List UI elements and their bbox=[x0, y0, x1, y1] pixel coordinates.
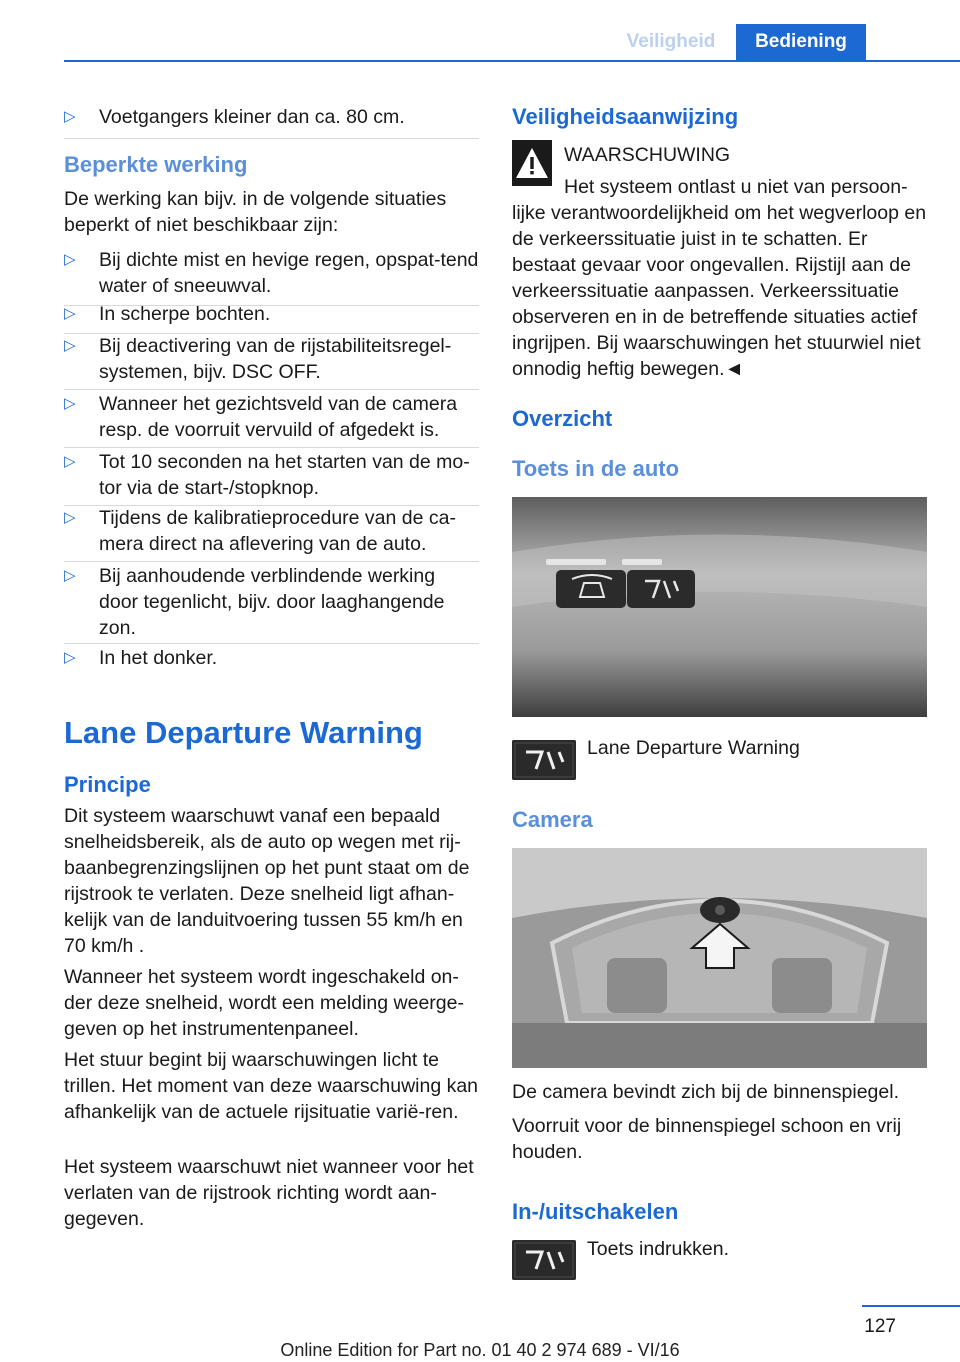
list-separator bbox=[64, 447, 479, 448]
list-separator bbox=[64, 643, 479, 644]
principe-paragraph: Wanneer het systeem wordt ingeschakeld on-der deze snelheid, wordt een melding weerge-geven op het instrumentenpaneel. bbox=[64, 966, 464, 1040]
list-item: ▷ Wanneer het gezichtsveld van de camera resp. de voorruit vervuild of afgedekt is. bbox=[64, 393, 458, 441]
triangle-bullet-icon: ▷ bbox=[64, 509, 76, 526]
inuit-heading: In-/uitschakelen bbox=[512, 1199, 679, 1224]
camera-heading: Camera bbox=[512, 807, 593, 832]
list-separator bbox=[64, 561, 479, 562]
footer-rule bbox=[862, 1305, 960, 1307]
warning-text: lijke verantwoordelijkheid om het wegverloop en de verkeerssituatie juist in te schatten. Er bestaat gevaar voor ongevallen. Rijstijl aan de verkeerssituatie aanpassen. Verkeerssituatie observeren en in de betreffende situaties actief ingrijpen. Bij waarschuwingen het stuurwiel niet onnodig heftig bewegen.◄ bbox=[512, 202, 927, 380]
inuit-text: Toets indrukken. bbox=[587, 1238, 729, 1260]
principe-heading: Principe bbox=[64, 772, 151, 797]
toets-heading: Toets in de auto bbox=[512, 456, 680, 481]
triangle-bullet-icon: ▷ bbox=[64, 453, 76, 470]
triangle-bullet-icon: ▷ bbox=[64, 305, 76, 322]
list-item: ▷ Bij deactivering van de rijstabiliteitsregel-systemen, bijv. DSC OFF. bbox=[64, 335, 452, 383]
page-number: 127 bbox=[864, 1316, 896, 1337]
header-tab-veiligheid: Veiligheid bbox=[626, 31, 716, 52]
safety-heading: Veiligheidsaanwijzing bbox=[512, 104, 739, 129]
camera-photo bbox=[512, 848, 927, 1068]
list-item: ▷ In scherpe bochten. bbox=[64, 303, 271, 325]
triangle-bullet-icon: ▷ bbox=[64, 337, 76, 354]
overzicht-heading: Overzicht bbox=[512, 406, 613, 431]
camera-paragraph: De camera bevindt zich bij de binnenspiegel. bbox=[512, 1081, 899, 1103]
warning-text-first: Het systeem ontlast u niet van persoon- bbox=[564, 176, 908, 198]
button-photo bbox=[512, 497, 927, 717]
header-rule bbox=[64, 60, 960, 62]
warning-triangle-icon bbox=[512, 140, 552, 186]
triangle-bullet-icon: ▷ bbox=[64, 251, 76, 268]
camera-paragraph: Voorruit voor de binnenspiegel schoon en vrij houden. bbox=[512, 1115, 902, 1163]
header-tab-bediening: Bediening bbox=[736, 24, 866, 62]
list-item: ▷ Tot 10 seconden na het starten van de mo-tor via de start-/stopknop. bbox=[64, 451, 470, 499]
triangle-bullet-icon: ▷ bbox=[64, 567, 76, 584]
triangle-bullet-icon: ▷ bbox=[64, 395, 76, 412]
list-separator bbox=[64, 389, 479, 390]
footer-edition: Online Edition for Part no. 01 40 2 974 689 - VI/16 bbox=[280, 1340, 680, 1360]
list-item: ▷ Bij dichte mist en hevige regen, opspat-tend water of sneeuwval. bbox=[64, 249, 479, 297]
triangle-bullet-icon: ▷ bbox=[64, 649, 76, 666]
principe-paragraph: Het stuur begint bij waarschuwingen licht te trillen. Het moment van deze waarschuwing kan afhankelijk van de actuele rijsituatie varië-ren. bbox=[64, 1049, 479, 1123]
ldw-title: Lane Departure Warning bbox=[64, 715, 423, 750]
list-item: ▷ Voetgangers kleiner dan ca. 80 cm. bbox=[64, 106, 405, 128]
warning-label: WAARSCHUWING bbox=[564, 144, 731, 166]
beperkte-werking-text: De werking kan bijv. in de volgende situaties beperkt of niet beschikbaar zijn: bbox=[64, 188, 447, 236]
triangle-bullet-icon: ▷ bbox=[64, 108, 76, 125]
lane-departure-warning-button-icon bbox=[512, 740, 576, 780]
list-separator bbox=[64, 138, 479, 139]
list-item: ▷ Bij aanhoudende verblindende werking door tegenlicht, bijv. door laaghangende zon. bbox=[64, 565, 445, 639]
principe-paragraph: Dit systeem waarschuwt vanaf een bepaald snelheidsbereik, als de auto op wegen met rij-baanbegrenzingslijnen op het punt staat om de rijstrook te verlaten. Deze snelheid ligt afhan-kelijk van de landuitvoering tussen 55 km/h en 70 km/h . bbox=[64, 805, 470, 957]
beperkte-werking-heading: Beperkte werking bbox=[64, 152, 248, 177]
list-item: ▷ Tijdens de kalibratieprocedure van de ca-mera direct na aflevering van de auto. bbox=[64, 507, 456, 555]
button-caption: Lane Departure Warning bbox=[587, 737, 800, 759]
principe-paragraph: Het systeem waarschuwt niet wanneer voor het verlaten van de rijstrook richting wordt aan-gegeven. bbox=[64, 1156, 474, 1230]
lane-departure-warning-button-icon bbox=[512, 1240, 576, 1280]
list-item: ▷ In het donker. bbox=[64, 647, 218, 669]
